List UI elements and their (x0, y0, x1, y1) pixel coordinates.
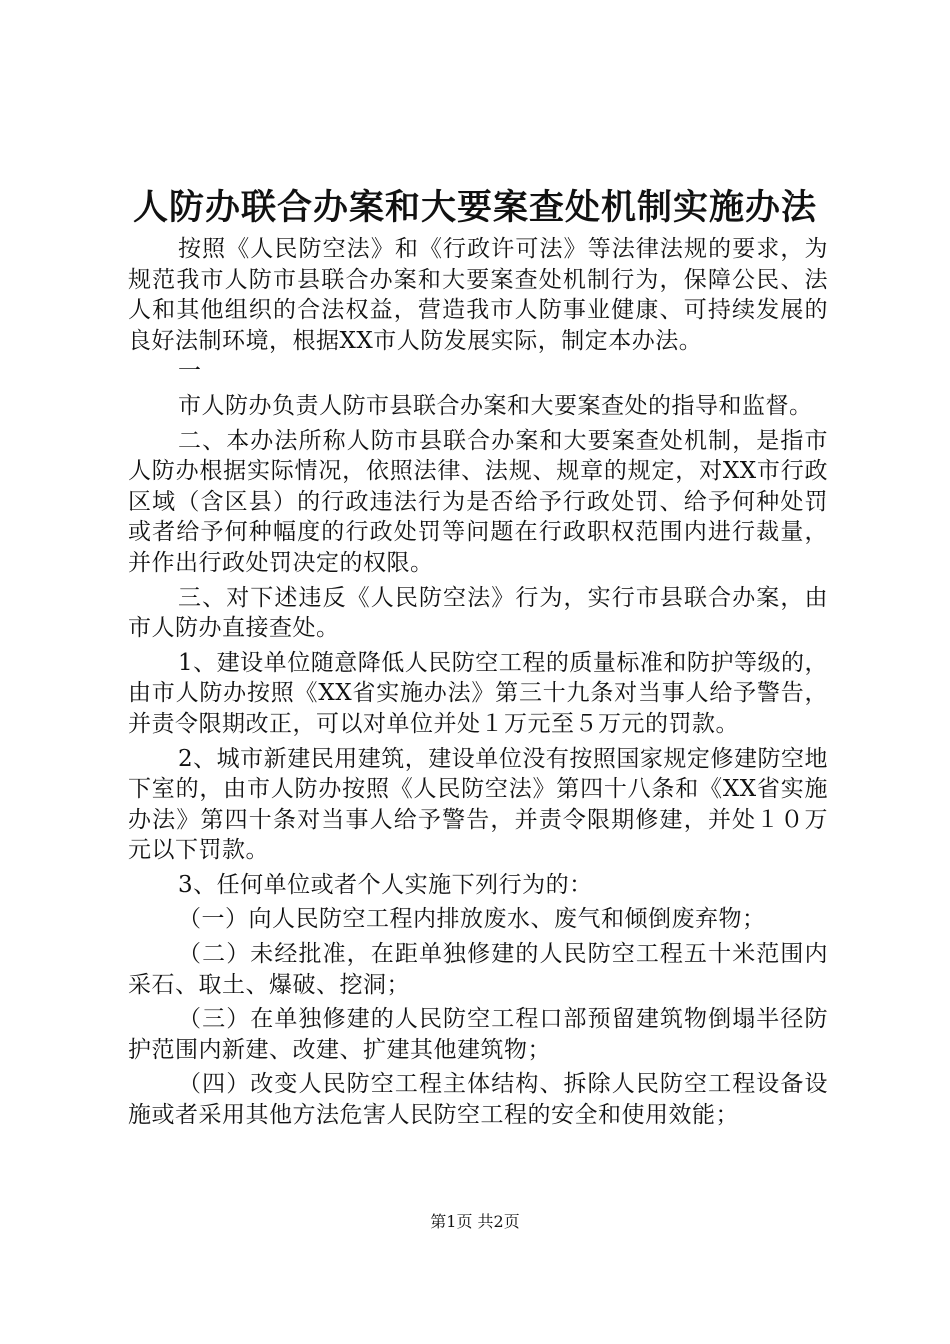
paragraph-section-one-heading: 一 (178, 358, 202, 385)
document-body (128, 234, 828, 1131)
paragraph-item-1: 1、建设单位随意降低人民防空工程的质量标准和防护等级的，由市人防办按照《XX省实施办法》第三十九条对当事人给予警告，并责令限期改正，可以对单位并处１万元至５万元的罚款。 (128, 649, 828, 737)
paragraph-subitem-3: （三）在单独修建的人民防空工程口部预留建筑物倒塌半径防护范围内新建、改建、扩建其他建筑物； (128, 1006, 828, 1063)
paragraph-item-2: 2、城市新建民用建筑，建设单位没有按照国家规定修建防空地下室的，由市人防办按照《人民防空法》第四十八条和《XX省实施办法》第四十条对当事人给予警告，并责令限期修建，并处１０万元以下罚款。 (128, 745, 828, 864)
paragraph-subitem-4: （四）改变人民防空工程主体结构、拆除人民防空工程设备设施或者采用其他方法危害人民防空工程的安全和使用效能； (128, 1071, 828, 1129)
document-title: 人防办联合办案和大要案查处机制实施办法 (132, 187, 817, 228)
page-number-footer: 第1页 共2页 (430, 1212, 520, 1231)
paragraph-intro: 按照《人民防空法》和《行政许可法》等法律法规的要求，为规范我市人防市县联合办案和大要案查处机制行为，保障公民、法人和其他组织的合法权益，营造我市人防事业健康、可持续发展的良好法制环境，根据XX市人防发展实际，制定本办法。 (128, 236, 828, 354)
paragraph-section-one: 市人防办负责人防市县联合办案和大要案查处的指导和监督。 (178, 392, 813, 419)
paragraph-subitem-2: （二）未经批准，在距单独修建的人民防空工程五十米范围内采石、取土、爆破、挖洞； (128, 941, 828, 998)
paragraph-section-two: 二、本办法所称人防市县联合办案和大要案查处机制，是指市人防办根据实际情况，依照法律、法规、规章的规定，对XX市行政区域（含区县）的行政违法行为是否给予行政处罚、给予何种处罚或者给予何种幅度的行政处罚等问题在行政职权范围内进行裁量，并作出行政处罚决定的权限。 (128, 427, 828, 576)
paragraph-subitem-1: （一）向人民防空工程内排放废水、废气和倾倒废弃物； (178, 906, 766, 933)
paragraph-item-3: 3、任何单位或者个人实施下列行为的： (178, 871, 593, 898)
paragraph-section-three: 三、对下述违反《人民防空法》行为，实行市县联合办案，由市人防办直接查处。 (128, 584, 828, 642)
